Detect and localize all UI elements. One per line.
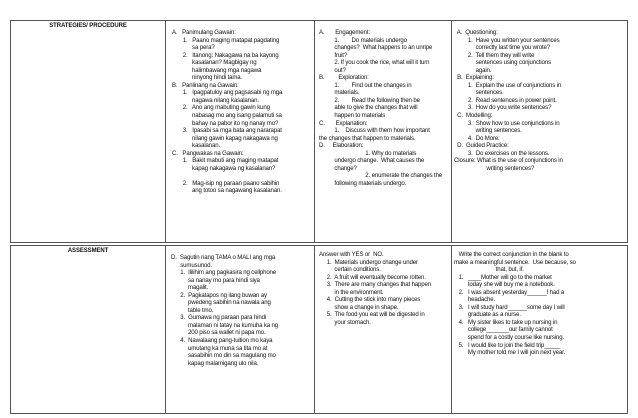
assessment-science-text <box>319 251 431 326</box>
text-line: 200 piso sa wallet ni papa mo. <box>171 329 266 337</box>
text-line: nagawa nilang kasalanan. <box>172 96 259 104</box>
strategies-science-text <box>319 29 442 187</box>
text-line: in the environment. <box>319 288 384 296</box>
text-line: 2. Read sentences in power point. <box>454 96 557 104</box>
text-line: kasalanan. <box>172 142 221 150</box>
assessment-label: ASSESSMENT <box>67 248 109 254</box>
text-line: C. Pangwakas na Gawain: <box>172 149 244 157</box>
text-line: halimbawang mga nagawa <box>172 66 262 74</box>
text-line: 2. A fruit will eventually become rotten. <box>319 273 426 281</box>
text-line: 4. Nawalaang pang-tuition mo kaya <box>171 337 273 345</box>
assessment-filipino-cell <box>166 246 315 413</box>
text-line: 1. ____Mother will go to the market <box>454 273 552 281</box>
text-line: able to give the changes that will <box>319 104 418 112</box>
text-line: writing sentences. <box>454 127 522 135</box>
text-line: 1. Ipagpatuloy ang pagsasabi ng mga <box>172 89 283 97</box>
text-line: 3. There are many changes that happen <box>319 281 432 289</box>
text-line: C. Modelling: <box>454 112 493 120</box>
text-line: 4. My sister likes to take up nursing in <box>454 318 558 326</box>
text-line: Write the correct conjunction in the blank to <box>454 251 569 258</box>
strategies-row <box>10 20 628 243</box>
text-line: A. Panimulang Gawain: <box>172 29 236 36</box>
text-line: My mother told me I will join next year. <box>454 349 566 357</box>
text-line: 2. Mag-isip ng paraan paano sabihin <box>172 179 280 187</box>
text-line: D. Sagutin nang TAMA o MALI ang mga <box>171 254 276 261</box>
assessment-label-cell <box>11 246 166 413</box>
text-line: show a change in shape. <box>319 303 399 311</box>
text-line: sumusunod. <box>171 261 212 269</box>
text-line: 1. Paano maging matapat pagdating <box>172 36 280 44</box>
text-line: correctly last time you wrote? <box>454 44 551 52</box>
text-line: 4. Cutting the stick into many pieces <box>319 296 421 304</box>
text-line: 2. Ano ang mabuting gawin kung <box>172 104 270 112</box>
text-line: 2. Pagkatapos ng ilang buwan ay <box>171 291 267 299</box>
text-line: D. Guided Practice: <box>454 142 509 150</box>
text-line: your stomach. <box>319 318 371 326</box>
text-line: 3. Do exercises on the lessons. <box>454 149 550 157</box>
text-line: college_______our family cannot <box>454 326 553 334</box>
text-line: sentences using conjunctions <box>454 59 552 67</box>
text-line: 2. If you cook the rice, what will it turn <box>319 59 430 67</box>
text-line: headache. <box>454 296 496 304</box>
text-line: nilang gawin kapag nakagawa ng <box>172 134 278 142</box>
text-line: today she will buy me a notebook. <box>454 281 555 289</box>
text-line: malaman ni tatay na kumuha ka ng <box>171 321 279 329</box>
text-line: kapag malamigang ulo nila. <box>171 359 259 367</box>
text-line: 1. Materials undergo change under <box>319 258 418 266</box>
text-line: fruit? <box>319 51 348 59</box>
text-line: that, but, if. <box>454 266 524 274</box>
text-line: 3. Gumawa ng paraan para hindi <box>171 314 267 322</box>
strategies-science-cell <box>315 21 452 242</box>
text-line: out? <box>319 66 346 74</box>
text-line: the changes that happen to materials. <box>319 134 416 142</box>
text-line: 2. enumerate the changes the <box>319 172 443 180</box>
text-line: 2. Tell them they will write <box>454 51 535 59</box>
text-line: materials. <box>319 89 360 97</box>
text-line: ang totoo sa nagawang kasalanan. <box>172 187 282 195</box>
text-line: B. Exploration: <box>319 74 369 82</box>
text-line: 1. Bakit mabuti ang maging matapat <box>172 157 279 165</box>
text-line: 3. Show how to use conjunctions in <box>454 119 560 127</box>
text-line <box>172 172 282 180</box>
text-line: D. Elaboration: <box>319 142 364 150</box>
text-line: make a meaningful sentence. Use because, so <box>454 258 576 266</box>
strategies-english-cell <box>452 21 627 242</box>
text-line: changes? What happens to an unripe <box>319 44 433 52</box>
text-line: happen to materials <box>319 112 386 120</box>
text-line: graduate as a nurse. <box>454 311 521 319</box>
text-line: B. Explaining: <box>454 74 494 82</box>
text-line: 3. I will study hard______some day I will <box>454 303 565 311</box>
text-line: kapag nakagawa ng kasalanan? <box>172 164 276 172</box>
text-line: 2. Read the following then be <box>319 96 420 104</box>
strategies-filipino-cell <box>166 21 315 242</box>
text-line: bahay na pabor ito ng nanay mo? <box>172 119 279 127</box>
text-line: 2. I was absent yesterday______I had a <box>454 288 565 296</box>
text-line: again. <box>454 66 492 74</box>
text-line: 5. The food you eat will be digested in <box>319 311 425 319</box>
strategies-label-cell <box>11 21 166 242</box>
text-line: 1. Have you written your sentences <box>454 36 560 44</box>
text-line: spend for a costly course like nursing. <box>454 334 564 342</box>
text-line: writing sentences? <box>454 164 535 172</box>
text-line: A. Engagement: <box>319 29 370 36</box>
text-line: ninyong hindi tama. <box>172 74 243 82</box>
text-line: table tmo. <box>171 306 214 314</box>
text-line: pwedeng sabihin na nawala ang <box>171 299 271 307</box>
text-line: magalit. <box>171 284 209 292</box>
text-line: 3. How do you write sentences? <box>454 104 552 112</box>
strategies-filipino-text <box>172 29 282 195</box>
assessment-english-cell <box>452 246 627 413</box>
text-line: sasabihin mo din sa magulang mo <box>171 352 276 360</box>
text-line: Closure: What is the use of conjunctions in <box>454 157 563 165</box>
text-line: following materials undergo. <box>319 179 407 187</box>
text-line: undergo change. What causes the <box>319 157 425 165</box>
text-line: A. Questioning: <box>454 29 498 36</box>
text-line: certain conditions. <box>319 266 381 274</box>
text-line: 1. Discuss with them how important <box>319 127 430 135</box>
assessment-filipino-text <box>171 254 278 367</box>
text-line: sa pera? <box>172 44 215 52</box>
assessment-science-cell <box>315 246 452 413</box>
text-line: sentences. <box>454 89 504 97</box>
text-line: 4. Do More: <box>454 134 500 142</box>
text-line: nabasag mo ang isang palamuti sa <box>172 112 282 120</box>
text-line: change? <box>319 164 357 172</box>
text-line: umutang ka muna sa tita mo at <box>171 344 268 352</box>
text-line: 2. Itanong: Nakagawa na ba kayong <box>172 51 279 59</box>
strategies-label: STRATEGIES/ PROCEDURE <box>49 23 127 29</box>
text-line: B. Panlinang na Gawain: <box>172 81 239 89</box>
text-line: 3. Ipasabi sa mga bata ang nararapat <box>172 127 282 135</box>
strategies-english-text <box>454 29 563 172</box>
text-line: 1. Why do materials <box>319 149 417 157</box>
text-line: 1. Find out the changes in <box>319 81 412 89</box>
text-line: C. Explanation: <box>319 119 368 127</box>
text-line: Answer with YES or NO. <box>319 251 384 258</box>
text-line: 1. Ililihim ang pagkasira ng cellphone <box>171 269 277 277</box>
text-line: 5. I would like to join the field trip_____ <box>454 341 561 349</box>
assessment-row <box>10 245 628 414</box>
lesson-plan-table <box>10 20 628 414</box>
text-line: 1. Explain the use of conjunctions in <box>454 81 562 89</box>
text-line: 1. Do materials undergo <box>319 36 407 44</box>
assessment-english-text <box>454 251 576 357</box>
text-line: sa nanay mo para hindi siya <box>171 276 260 284</box>
text-line: kasalanan? Magbigay ng <box>172 59 257 67</box>
